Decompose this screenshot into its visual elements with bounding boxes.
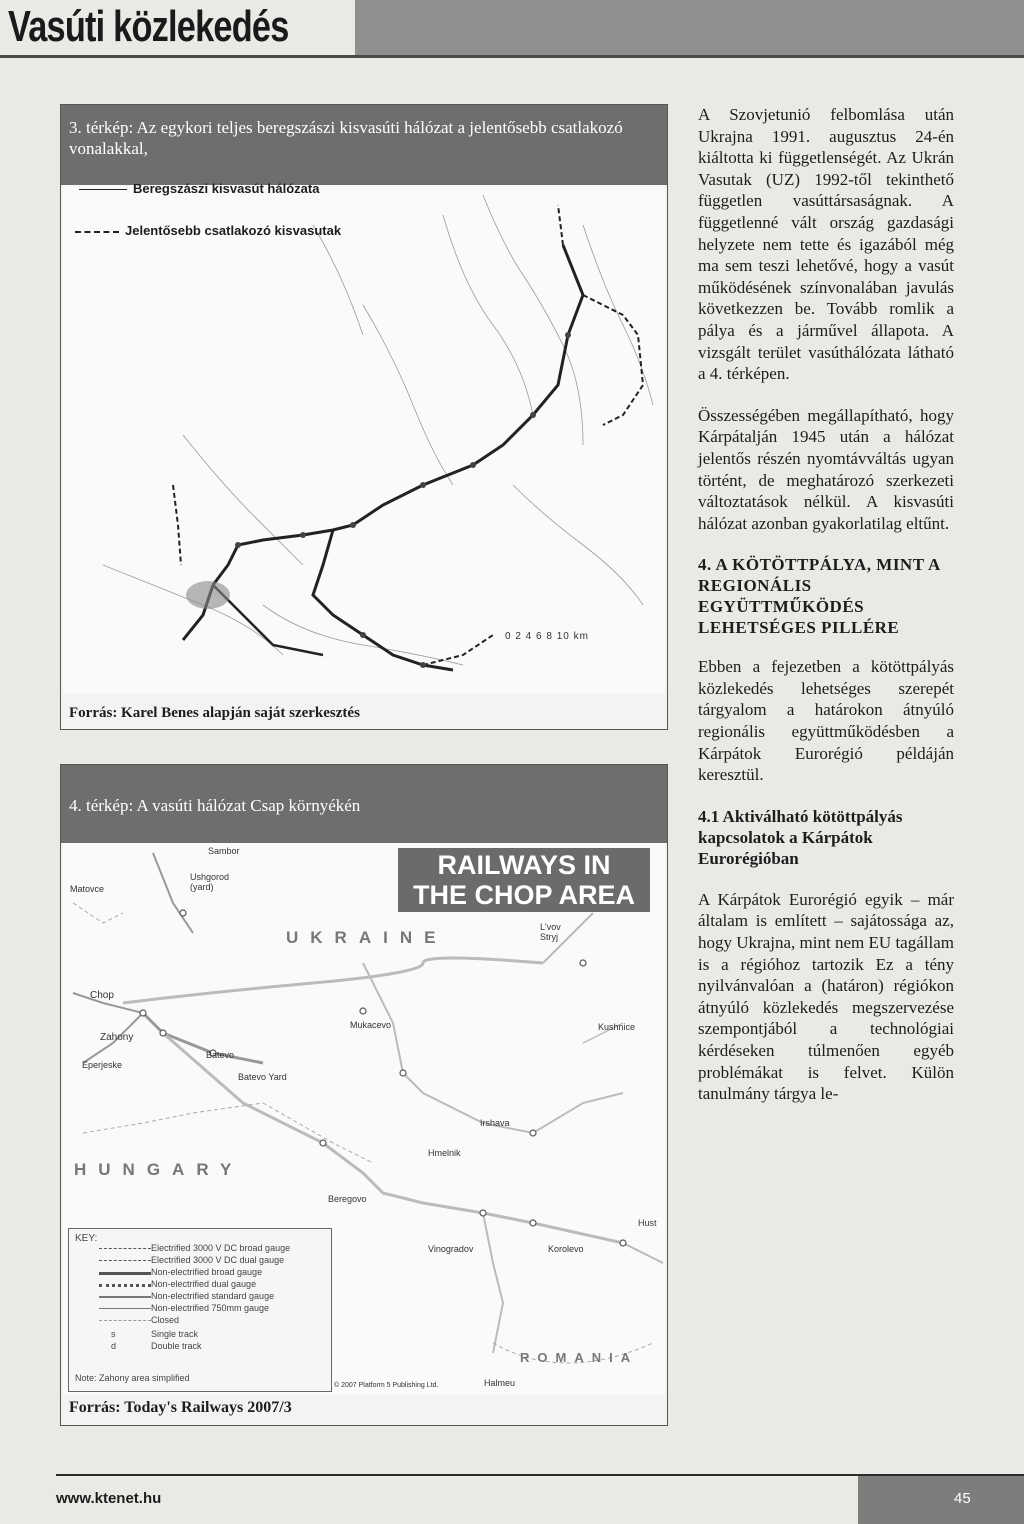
key-label: Non-electrified broad gauge: [151, 1267, 263, 1277]
key-title: KEY:: [75, 1233, 98, 1244]
footer-url: www.ktenet.hu: [56, 1490, 162, 1507]
key-swatch: [99, 1260, 151, 1261]
map-figure-3: [60, 104, 668, 730]
key-row: [77, 1291, 327, 1303]
railways-banner: [398, 848, 650, 912]
key-note: Note: Zahony area simplified: [75, 1373, 190, 1383]
paragraph-4: A Kárpátok Eurorégió egyik – már általam is említett – sajátossága az, hogy Ukrajna, mint nem EU tagállam is a régióhoz tartozik Ez a tény nyilvánvalóan a (határon) régiókon átnyúló közlekedés megszervezése szempontjából a technológiai kérdéseken túlmenően egyéb problémákat is felvet. Külön tanulmány tárgya le-: [698, 889, 954, 1104]
key-swatch: [99, 1248, 151, 1249]
map-3-area: [63, 185, 665, 693]
country-label-ukraine: UKRAINE: [286, 928, 448, 947]
paragraph-1: A Szovjetunió felbomlása után Ukrajna 1991. augusztus 24-én kiáltotta ki függetlenségét. Az Ukrán Vasutak (UZ) 1992-től tekinthető független vasúttársaságnak. A függetlenné vált ország gazdasági helyzete nem tette és igazából még ma sem teszi lehetővé, hogy a vasút működésének színvonalában javulás következzen be. Tovább romlik a pálya és a járművel állapota. A vizsgált terület vasúthálózata látható a 4. térképen.: [698, 105, 954, 384]
article-text-column: [698, 104, 954, 1125]
place-chop: Chop: [90, 990, 114, 1001]
figure-3-caption: 3. térkép: Az egykori teljes beregszászi kisvasúti hálózat a jelentősebb csatlakozó vonalakkal,: [61, 105, 667, 185]
key-row: [77, 1279, 327, 1291]
legend-solid-label: Beregszászi kisvasút hálózata: [133, 181, 320, 196]
place-zahony: Zahony: [100, 1032, 134, 1043]
key-swatch: [99, 1296, 151, 1298]
place-hust: Hust: [638, 1218, 657, 1228]
dashed-line-swatch: [75, 231, 119, 233]
key-row: [77, 1329, 327, 1341]
place-vinogradov: Vinogradov: [428, 1244, 474, 1254]
key-row: [77, 1243, 327, 1255]
key-row: [77, 1303, 327, 1315]
country-label-romania: ROMANIA: [520, 1350, 639, 1365]
paragraph-2: Összességében megállapítható, hogy Kárpátalján 1945 után a hálózat jelentős részén nyomtávváltás ugyan történt, de meghatározó szerkezeti változtatások nélkül. A kisvasúti hálózat azonban gyakorlatilag eltűnt.: [698, 405, 954, 533]
page-number: 45: [954, 1490, 971, 1507]
place-hmelnik: Hmelnik: [428, 1148, 461, 1158]
key-swatch: [99, 1308, 151, 1309]
key-swatch: [99, 1320, 151, 1321]
solid-line-swatch: [79, 189, 127, 190]
key-symbol: s: [111, 1329, 116, 1339]
map-copyright: © 2007 Platform 5 Publishing Ltd.: [334, 1382, 439, 1389]
place-batevo: Batevo: [206, 1050, 235, 1060]
place-irshava: Irshava: [480, 1118, 510, 1128]
key-label: Non-electrified standard gauge: [151, 1291, 275, 1301]
place-batevo-yard: Batevo Yard: [238, 1072, 287, 1082]
key-row: [77, 1341, 327, 1353]
place-ushgorod: Ushgorod (yard): [190, 872, 230, 892]
key-label: Closed: [151, 1315, 180, 1325]
key-label: Electrified 3000 V DC broad gauge: [151, 1243, 291, 1253]
key-symbol: d: [111, 1341, 117, 1351]
figure-4-caption: 4. térkép: A vasúti hálózat Csap környékén: [61, 765, 667, 843]
key-label: Non-electrified dual gauge: [151, 1279, 257, 1289]
header-bar: [355, 0, 1024, 55]
place-eperjeske: Eperjeske: [82, 1060, 123, 1070]
key-row: [77, 1267, 327, 1279]
key-label: Double track: [151, 1341, 202, 1351]
key-label: Single track: [151, 1329, 199, 1339]
legend-dashed-network: [75, 223, 341, 238]
footer-bar: [858, 1476, 1024, 1524]
figure-4-source: Forrás: Today's Railways 2007/3: [69, 1399, 292, 1416]
country-label-hungary: HUNGARY: [74, 1160, 244, 1179]
place-korolevo: Korolevo: [548, 1244, 584, 1254]
key-swatch: [99, 1284, 151, 1287]
key-swatch: [99, 1272, 151, 1275]
place-kushnice: Kushnice: [598, 1022, 636, 1032]
place-matovce: Matovce: [70, 884, 105, 894]
section-title: Vasúti közlekedés: [8, 2, 289, 51]
legend-dashed-label: Jelentősebb csatlakozó kisvasutak: [125, 223, 342, 238]
legend-solid-network: [79, 181, 319, 196]
place-halmeu: Halmeu: [484, 1378, 516, 1388]
header-rule: [0, 55, 1024, 58]
figure-3-source: Forrás: Karel Benes alapján saját szerkesztés: [69, 705, 360, 721]
banner-line-2: THE CHOP AREA: [412, 880, 636, 910]
chapter-heading: 4. A KÖTÖTTPÁLYA, MINT A REGIONÁLIS EGYÜTTMŰKÖDÉS LEHETSÉGES PILLÉRE: [698, 555, 940, 638]
key-row: [77, 1315, 327, 1327]
paragraph-3: Ebben a fejezetben a kötöttpályás közlekedés lehetséges szerepét tárgyalom a határokon átnyúló regionális együttműködésben a Kárpátok Eurorégió példáján keresztül.: [698, 657, 954, 785]
map-key: [68, 1228, 332, 1392]
place-lvov: L'vov Stryj: [540, 922, 561, 942]
place-mukacevo: Mukacevo: [350, 1020, 392, 1030]
subsection-heading: 4.1 Aktiválható kötöttpályás kapcsolatok a Kárpátok Eurorégióban: [698, 806, 903, 868]
narrow-gauge-network-map: [63, 185, 665, 693]
place-sambor: Sambor: [208, 846, 240, 856]
place-beregovo: Beregovo: [328, 1194, 367, 1204]
key-row: [77, 1255, 327, 1267]
key-label: Non-electrified 750mm gauge: [151, 1303, 270, 1313]
banner-line-1: RAILWAYS IN: [437, 850, 611, 880]
key-label: Electrified 3000 V DC dual gauge: [151, 1255, 285, 1265]
scale-bar-label: 0 2 4 6 8 10 km: [505, 631, 589, 642]
